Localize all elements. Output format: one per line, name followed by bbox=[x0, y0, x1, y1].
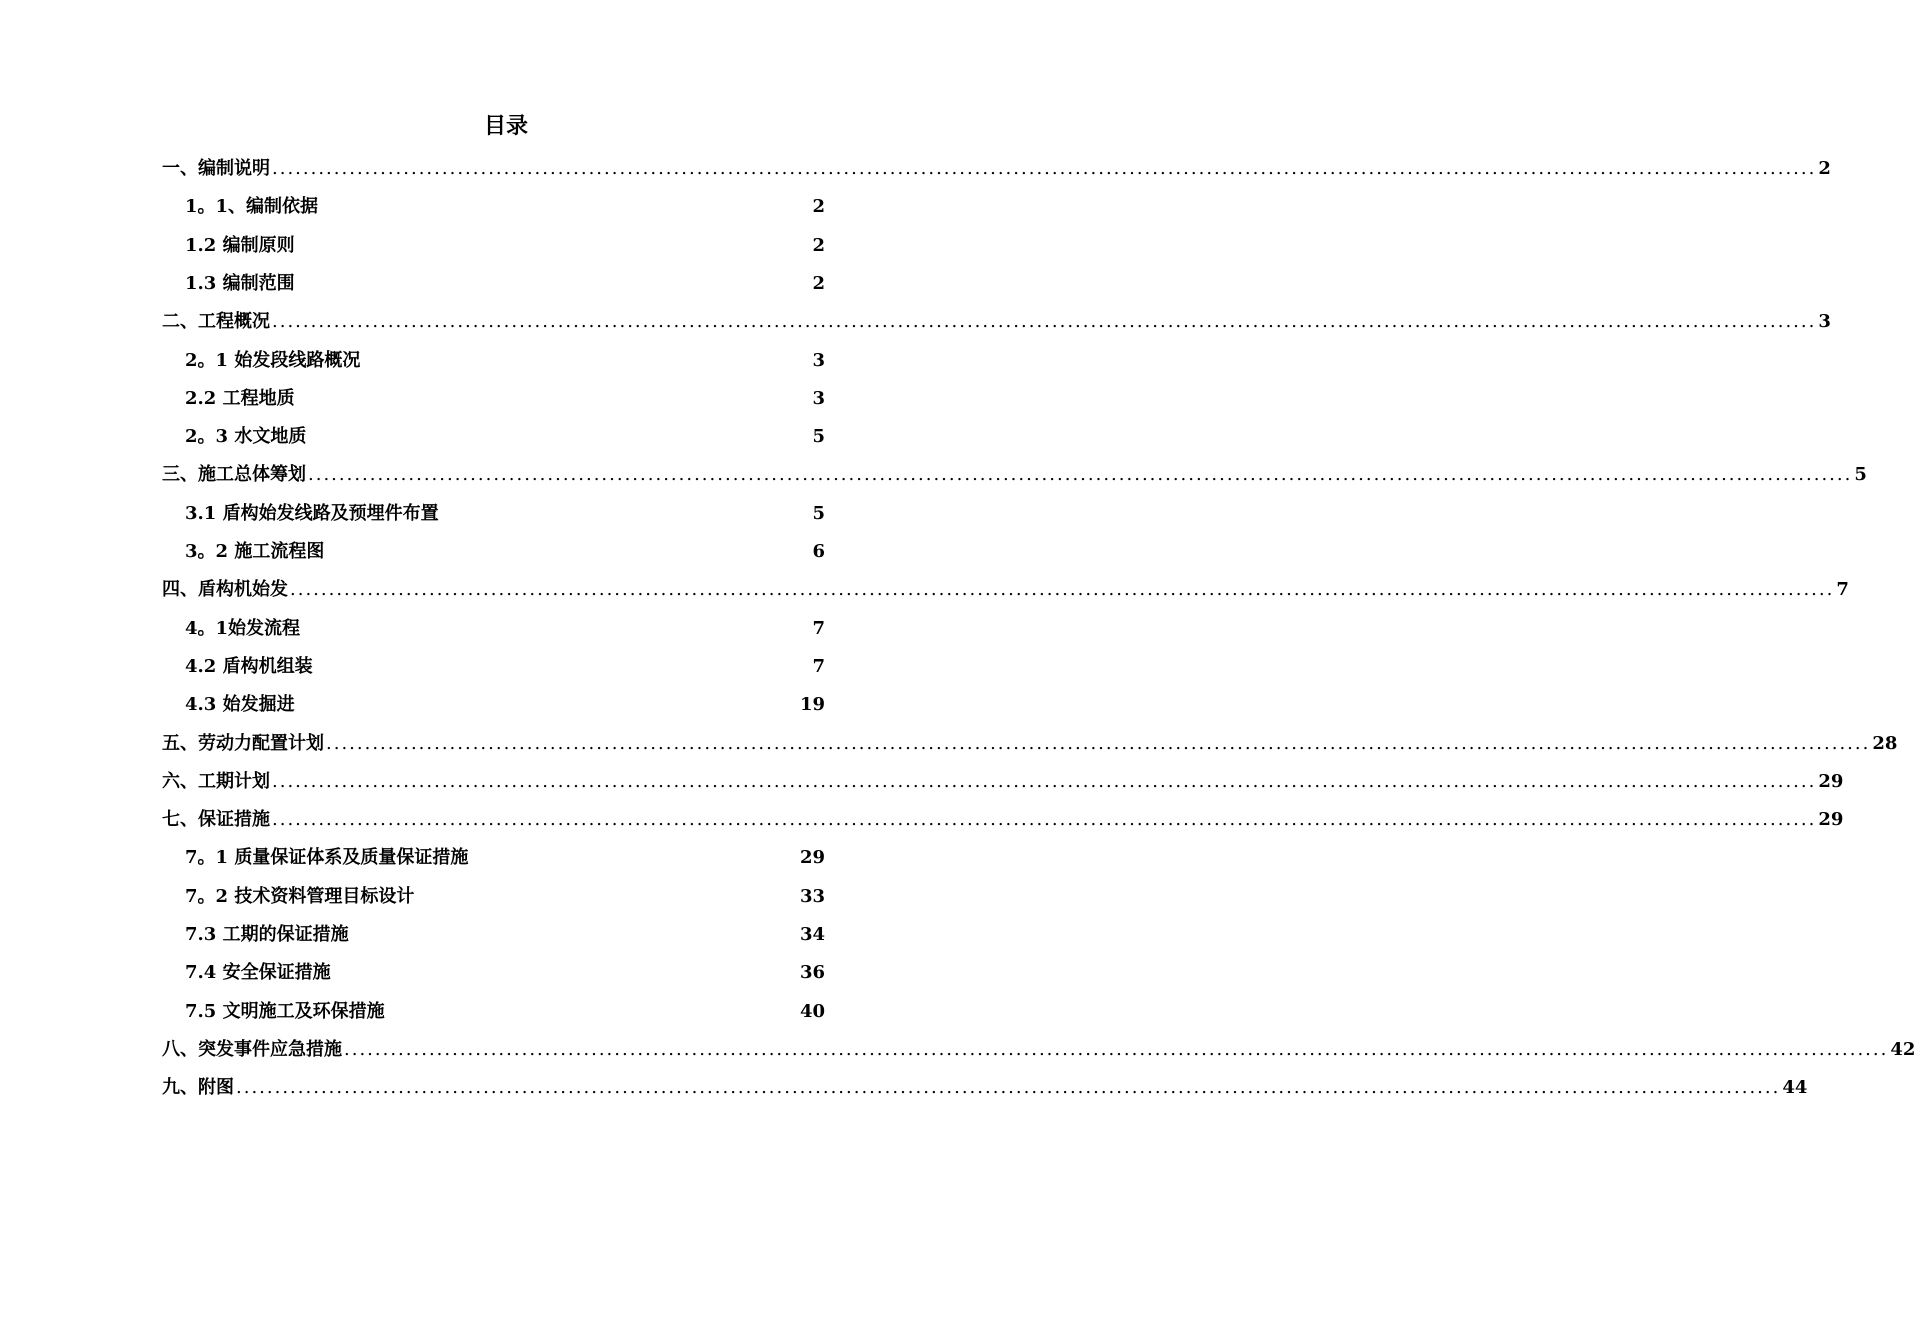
toc-entry-page-number: 2 bbox=[1818, 158, 1831, 179]
toc-entry-chapter[interactable] bbox=[162, 801, 1844, 839]
toc-entry-label: 九、附图 bbox=[162, 1077, 234, 1099]
toc-entry-chapter[interactable] bbox=[162, 150, 1831, 188]
toc-entry-chapter[interactable] bbox=[162, 1069, 1808, 1107]
toc-entry-page-number: 40 bbox=[799, 1000, 825, 1022]
toc-entry-page-number: 5 bbox=[1854, 464, 1867, 486]
toc-dot-leader: ........................................................................................................................................................................................................ bbox=[272, 311, 1817, 333]
toc-entry-section[interactable] bbox=[185, 495, 825, 533]
toc-entry-label: 4.2 盾构机组装 bbox=[185, 655, 313, 677]
toc-entry-label: 八、突发事件应急措施 bbox=[162, 1038, 342, 1060]
toc-entry-section[interactable] bbox=[185, 610, 825, 648]
toc-dot-leader: ........................................................................................................................................................................................................ bbox=[326, 732, 1871, 754]
toc-entry-label: 3.1 盾构始发线路及预埋件布置 bbox=[185, 502, 439, 524]
toc-entry-label: 3。2 施工流程图 bbox=[185, 541, 325, 562]
toc-entry-page-number: 19 bbox=[799, 694, 825, 716]
toc-entry-label: 二、工程概况 bbox=[162, 311, 270, 333]
toc-dot-leader: ........................................................................................................................................................................................................ bbox=[272, 158, 1817, 179]
toc-entry-label: 7.3 工期的保证措施 bbox=[185, 924, 349, 945]
toc-entry-page-number: 29 bbox=[799, 847, 825, 869]
toc-dot-leader: ........................................................................................................................................................................................................ bbox=[272, 770, 1817, 792]
toc-entry-page-number: 33 bbox=[799, 885, 825, 907]
toc-entry-label: 2。3 水文地质 bbox=[185, 426, 307, 448]
toc-entry-page-number: 7 bbox=[812, 617, 825, 639]
toc-entry-page-number: 2 bbox=[812, 272, 825, 294]
toc-entry-label: 一、编制说明 bbox=[162, 158, 270, 179]
toc-entry-page-number: 36 bbox=[799, 962, 825, 984]
toc-entry-section[interactable] bbox=[185, 993, 825, 1031]
toc-entry-page-number: 7 bbox=[1836, 579, 1849, 601]
toc-entry-chapter[interactable] bbox=[162, 571, 1849, 609]
toc-entry-section[interactable] bbox=[185, 418, 825, 456]
toc-entry-page-number: 29 bbox=[1818, 809, 1844, 831]
toc-entry-page-number: 6 bbox=[812, 541, 825, 562]
toc-dot-leader: ........................................................................................................................................................................................................ bbox=[344, 1038, 1889, 1060]
toc-entry-chapter[interactable] bbox=[162, 763, 1844, 801]
toc-entry-page-number: 28 bbox=[1872, 732, 1898, 754]
toc-entry-page-number: 7 bbox=[812, 655, 825, 677]
toc-entry-label: 1。1、编制依据 bbox=[185, 196, 319, 218]
toc-entry-page-number: 29 bbox=[1818, 770, 1844, 792]
toc-entry-section[interactable] bbox=[185, 533, 825, 571]
toc-entry-label: 五、劳动力配置计划 bbox=[162, 732, 324, 754]
toc-entry-chapter[interactable] bbox=[162, 1031, 1915, 1069]
toc-entry-label: 2。1 始发段线路概况 bbox=[185, 349, 361, 371]
toc-entry-page-number: 3 bbox=[812, 349, 825, 371]
toc-entry-section[interactable] bbox=[185, 916, 825, 954]
toc-dot-leader: ........................................................................................................................................................................................................ bbox=[236, 1077, 1781, 1099]
toc-entry-label: 四、盾构机始发 bbox=[162, 579, 288, 601]
toc-entry-label: 7。1 质量保证体系及质量保证措施 bbox=[185, 847, 469, 869]
toc-entry-section[interactable] bbox=[185, 265, 825, 303]
toc-entry-page-number: 3 bbox=[812, 387, 825, 409]
toc-entry-page-number: 5 bbox=[812, 426, 825, 448]
toc-entry-label: 4.3 始发掘进 bbox=[185, 694, 295, 716]
toc-entry-page-number: 5 bbox=[812, 502, 825, 524]
toc-entry-chapter[interactable] bbox=[162, 456, 1867, 494]
toc-dot-leader: ........................................................................................................................................................................................................ bbox=[272, 809, 1817, 831]
toc-entry-section[interactable] bbox=[185, 954, 825, 992]
toc-entry-chapter[interactable] bbox=[162, 303, 1831, 341]
toc-entry-label: 1.2 编制原则 bbox=[185, 234, 295, 256]
toc-entry-section[interactable] bbox=[185, 839, 825, 877]
toc-entry-label: 7.4 安全保证措施 bbox=[185, 962, 331, 984]
toc-dot-leader: ........................................................................................................................................................................................................ bbox=[308, 464, 1853, 486]
toc-entry-label: 六、工期计划 bbox=[162, 770, 270, 792]
toc-entry-section[interactable] bbox=[185, 648, 825, 686]
toc-entry-label: 七、保证措施 bbox=[162, 809, 270, 831]
toc-entry-section[interactable] bbox=[185, 878, 825, 916]
toc-entry-page-number: 44 bbox=[1782, 1077, 1808, 1099]
toc-entry-label: 1.3 编制范围 bbox=[185, 272, 295, 294]
toc-entry-label: 三、施工总体筹划 bbox=[162, 464, 306, 486]
toc-dot-leader: ........................................................................................................................................................................................................ bbox=[290, 579, 1835, 601]
toc-entry-page-number: 2 bbox=[812, 234, 825, 256]
toc-entry-page-number: 42 bbox=[1890, 1038, 1915, 1060]
toc-entry-section[interactable] bbox=[185, 342, 825, 380]
toc-entry-label: 7。2 技术资料管理目标设计 bbox=[185, 885, 415, 907]
toc-entry-page-number: 2 bbox=[812, 196, 825, 218]
toc-entry-section[interactable] bbox=[185, 686, 825, 724]
toc-entry-label: 2.2 工程地质 bbox=[185, 387, 295, 409]
toc-entry-section[interactable] bbox=[185, 188, 825, 226]
toc-entry-page-number: 3 bbox=[1818, 311, 1831, 333]
toc-entry-label: 4。1始发流程 bbox=[185, 617, 301, 639]
toc-entry-section[interactable] bbox=[185, 227, 825, 265]
toc-entry-page-number: 34 bbox=[799, 924, 825, 945]
toc-entry-chapter[interactable] bbox=[162, 725, 1898, 763]
toc-entry-label: 7.5 文明施工及环保措施 bbox=[185, 1000, 385, 1022]
toc-title: 目录 bbox=[483, 113, 528, 139]
toc-entry-section[interactable] bbox=[185, 380, 825, 418]
